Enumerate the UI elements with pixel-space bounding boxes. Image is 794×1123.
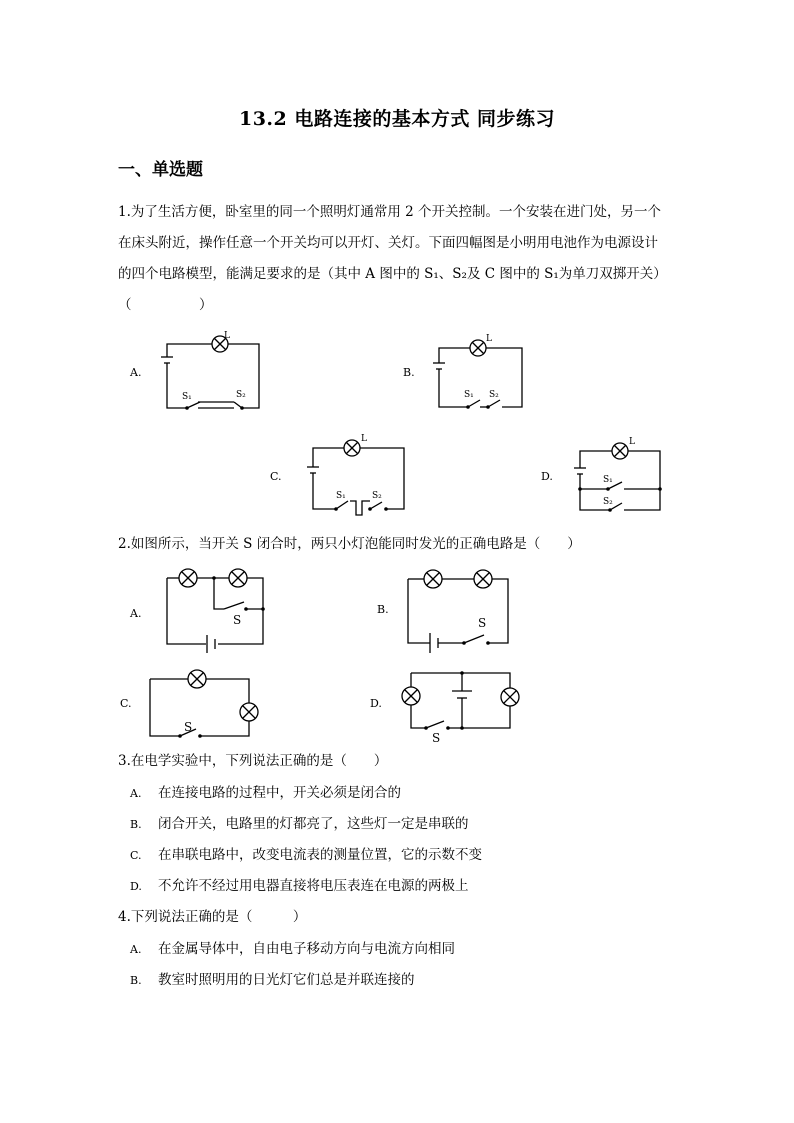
question-1-line-2: 在床头附近，操作任意一个开关均可以开灯、关灯。下面四幅图是小明用电池作为电源设计 — [118, 235, 658, 251]
q2-circuit-b — [408, 566, 513, 656]
q1-a-s1-label: S₁ — [182, 392, 192, 402]
q2-option-b-label: B. — [377, 603, 389, 616]
q2-c-switch-label: S — [184, 720, 193, 734]
q4-option-a-text: 在金属导体中，自由电子移动方向与电流方向相同 — [158, 941, 455, 957]
q1-d-s1-label: S₁ — [603, 475, 613, 485]
q1-d-s2-label: S₂ — [603, 497, 613, 507]
q3-option-a-text: 在连接电路的过程中，开关必须是闭合的 — [158, 785, 401, 801]
section-heading: 一、单选题 — [118, 160, 203, 180]
q1-option-a-label: A. — [130, 366, 142, 379]
question-2-text: 2.如图所示，当开关 S 闭合时，两只小灯泡能同时发光的正确电路是（ ） — [118, 536, 581, 552]
q3-option-b-text: 闭合开关，电路里的灯都亮了，这些灯一定是串联的 — [158, 816, 469, 832]
q1-c-lamp-label: L — [361, 434, 367, 444]
question-4-text: 4.下列说法正确的是（ ） — [118, 909, 307, 925]
q1-a-s2-label: S₂ — [236, 390, 246, 400]
q3-option-a-letter: A. — [130, 787, 142, 800]
q3-option-c-letter: C. — [130, 849, 142, 862]
q3-option-d — [130, 871, 469, 902]
q1-circuit-a — [160, 330, 270, 415]
q1-b-lamp-label: L — [486, 334, 492, 344]
q2-circuit-d — [400, 668, 525, 743]
q2-b-switch-label: S — [478, 616, 487, 630]
q1-option-b-label: B. — [403, 366, 415, 379]
q4-option-b-letter: B. — [130, 974, 142, 987]
q1-circuit-b — [432, 333, 527, 413]
q3-option-d-text: 不允许不经过用电器直接将电压表连在电源的两极上 — [158, 878, 469, 894]
q2-circuit-c — [150, 669, 265, 744]
question-1-line-1: 1.为了生活方便，卧室里的同一个照明灯通常用 2 个开关控制。一个安装在进门处，另一个 — [118, 204, 662, 220]
q2-option-d-label: D. — [370, 697, 382, 710]
q3-option-c-text: 在串联电路中，改变电流表的测量位置，它的示数不变 — [158, 847, 482, 863]
q4-option-b — [130, 965, 415, 996]
q4-option-a-letter: A. — [130, 943, 142, 956]
q1-b-s2-label: S₂ — [489, 390, 499, 400]
q2-a-switch-label: S — [233, 613, 242, 627]
page-title: 13.2 电路连接的基本方式 同步练习 — [238, 108, 555, 130]
question-1-line-4: （ ） — [118, 297, 213, 313]
q3-option-a — [130, 778, 401, 809]
question-1-line-3: 的四个电路模型，能满足要求的是（其中 A 图中的 S₁、S₂及 C 图中的 S₁为单刀双掷开关） — [118, 266, 667, 282]
q1-circuit-c — [306, 434, 411, 522]
q2-option-c-label: C. — [120, 697, 132, 710]
q2-d-switch-label: S — [432, 731, 441, 745]
q3-option-c — [130, 840, 482, 871]
q3-option-b — [130, 809, 469, 840]
question-3-text: 3.在电学实验中，下列说法正确的是（ ） — [118, 753, 388, 769]
q2-circuit-a — [160, 565, 270, 650]
q4-option-b-text: 教室时照明用的日光灯它们总是并联连接的 — [158, 972, 415, 988]
q3-option-d-letter: D. — [130, 880, 142, 893]
q1-option-c-label: C. — [270, 470, 282, 483]
q1-c-s2-label: S₂ — [372, 491, 382, 501]
q4-option-a — [130, 934, 455, 965]
q1-d-lamp-label: L — [629, 437, 635, 447]
q1-option-d-label: D. — [541, 470, 553, 483]
q1-circuit-d — [570, 433, 665, 518]
q2-option-a-label: A. — [130, 607, 142, 620]
q1-c-s1-label: S₁ — [336, 491, 346, 501]
q3-option-b-letter: B. — [130, 818, 142, 831]
q1-a-lamp-label: L — [224, 331, 230, 341]
q1-b-s1-label: S₁ — [464, 390, 474, 400]
